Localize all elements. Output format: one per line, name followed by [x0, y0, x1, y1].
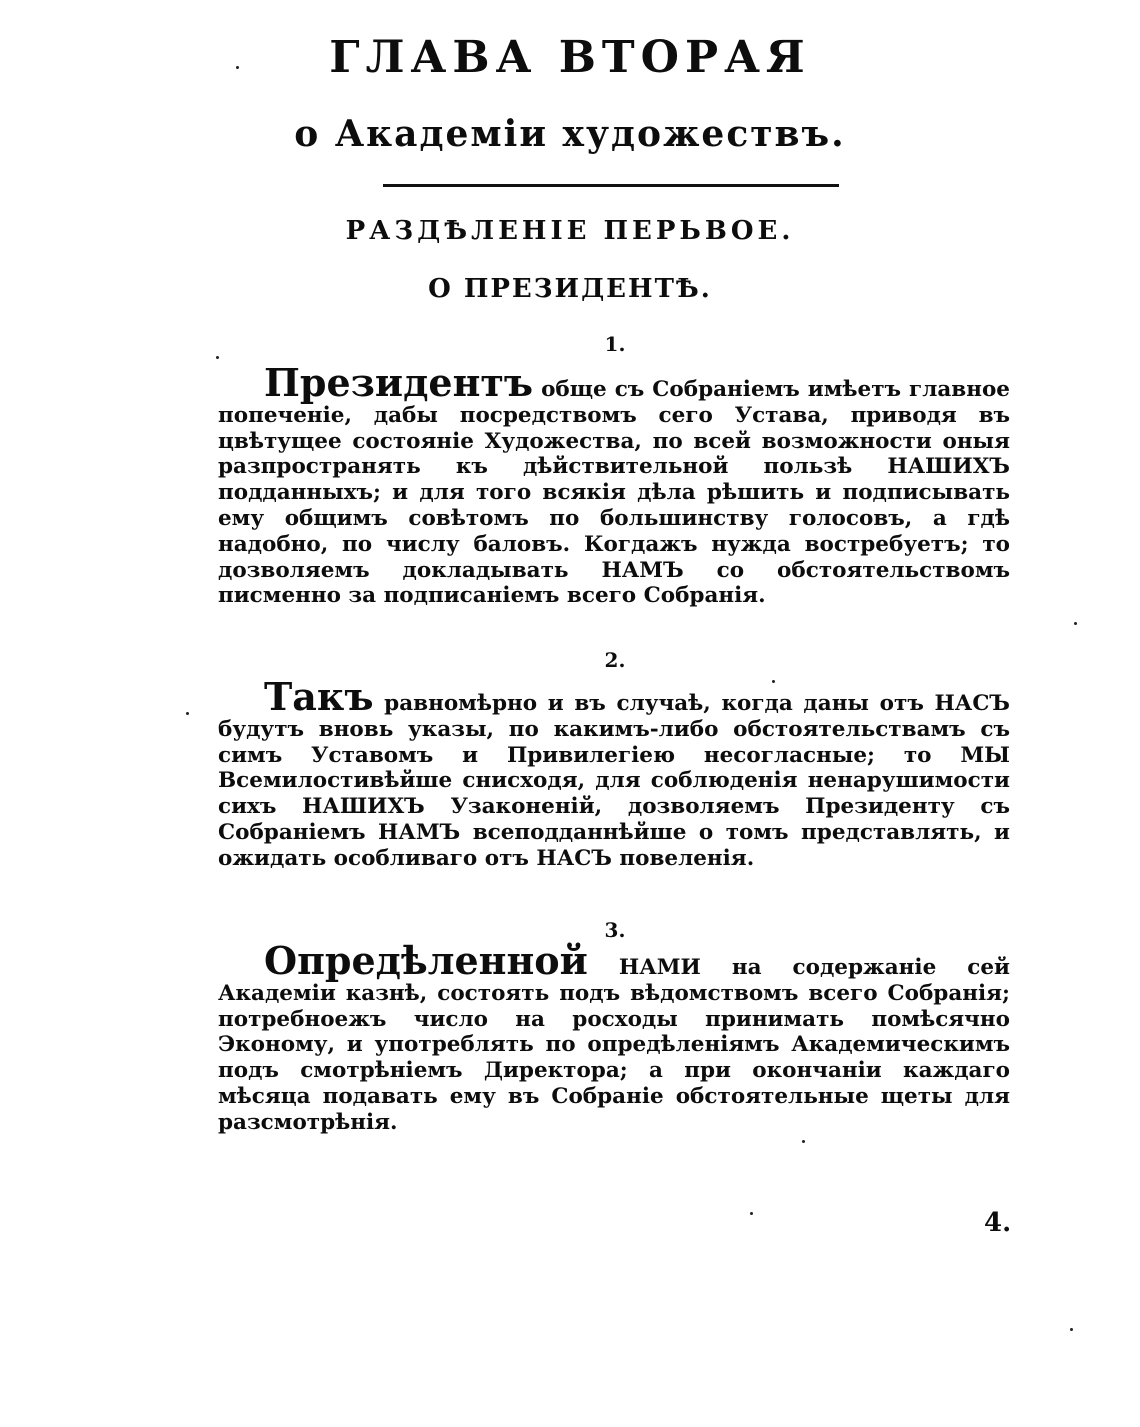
scan-speck	[216, 356, 219, 359]
scan-speck	[186, 712, 189, 715]
article-lead-word-2: Такъ	[264, 674, 374, 719]
catchword: 4.	[984, 1208, 1012, 1238]
article-paragraph-1	[218, 360, 1010, 609]
scan-speck	[802, 1140, 805, 1143]
scan-speck	[236, 66, 239, 69]
article-number-3: 3.	[604, 918, 626, 942]
article-paragraph-3	[218, 938, 1010, 1136]
scan-speck	[1074, 622, 1077, 625]
scan-speck	[750, 1212, 753, 1215]
chapter-subtitle: о Академіи художествъ.	[294, 113, 846, 155]
article-lead-word-1: Президентъ	[264, 360, 534, 405]
section-subtitle: О ПРЕЗИДЕНТѢ.	[428, 274, 712, 304]
scan-speck	[772, 680, 775, 683]
article-lead-word-3: Опредѣленной	[264, 938, 588, 983]
section-title: РАЗДѢЛЕНІЕ ПЕРЬВОЕ.	[345, 216, 795, 246]
article-number-2: 2.	[604, 648, 626, 672]
article-text-1: обще съ Собраніемъ имѣетъ главное попеченіе, дабы посредствомъ сего Устава, приводя въ цвѣтущее состояніе Художества, по всей возможности оныя разпространять къ дѣйствительной пользѣ НАШИХЪ подданныхъ; и для того всякія дѣла рѣшить и подписывать ему общимъ совѣтомъ по большинству голосовъ, а гдѣ надобно, по числу баловъ. Когдажъ нужда востребуетъ; то дозволяемъ докладывать НАМЪ со обстоятельствомъ писменно за подписаніемъ всего Собранія.	[218, 377, 1010, 609]
article-text-3: НАМИ на содержаніе сей Академіи казнѣ, состоять подъ вѣдомствомъ всего Собранія; потребноежъ число на росходы принимать помѣсячно Эконому, и употреблять по опредѣленіямъ Академическимъ подъ смотрѣніемъ Директора; а при окончаніи каждаго мѣсяца подавать ему въ Собраніе обстоятельные щеты для разсмотрѣнія.	[218, 955, 1010, 1135]
scan-speck	[1070, 1328, 1073, 1331]
article-text-2: равномѣрно и въ случаѣ, когда даны отъ НАСЪ будутъ вновь указы, по какимъ-либо обстоятельствамъ съ симъ Уставомъ и Привилегіею несогласные; то МЫ Всемилостивѣйше снисходя, для соблюденія ненарушимости сихъ НАШИХЪ Узаконеній, дозволяемъ Президенту съ Собраніемъ НАМЪ всеподданнѣйше о томъ представлять, и ожидать особливаго отъ НАСЪ повеленія.	[218, 691, 1010, 871]
title-divider	[383, 184, 839, 187]
article-paragraph-2	[218, 674, 1010, 872]
chapter-title: ГЛАВА ВТОРАЯ	[329, 32, 811, 83]
article-number-1: 1.	[604, 332, 626, 356]
